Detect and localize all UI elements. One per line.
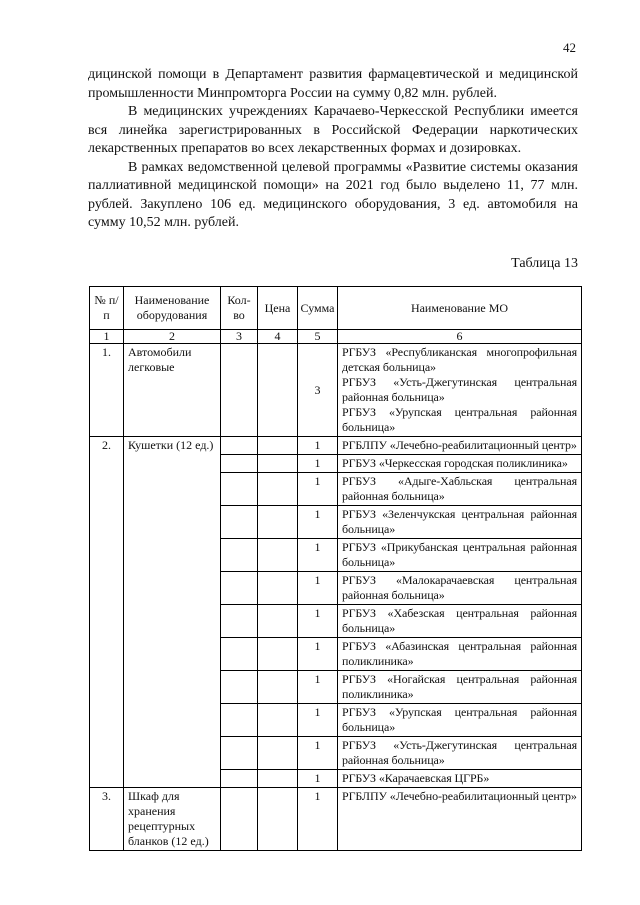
qty-cell	[221, 605, 258, 638]
price-cell	[258, 770, 298, 788]
price-cell	[258, 437, 298, 455]
table-header-row	[90, 287, 582, 330]
sum-cell: 1	[298, 671, 338, 704]
mo-name: РГБУЗ «Прикубанская центральная районная больница»	[338, 539, 582, 572]
sum-cell: 1	[298, 704, 338, 737]
price-cell	[258, 344, 298, 437]
price-cell	[258, 473, 298, 506]
paragraph-2: В медицинских учреждениях Карачаево-Черкесской Республики имеется вся линейка зарегистрированных в Российской Федерации наркотических лекарственных препаратов во всех лекарственных формах и дозировках.	[88, 104, 578, 156]
mo-name: РГБУЗ «Усть-Джегутинская центральная районная больница»	[342, 375, 577, 404]
sum-cell: 1	[298, 638, 338, 671]
mo-name: РГБУЗ «Карачаевская ЦГРБ»	[338, 770, 582, 788]
sum-cell: 1	[298, 437, 338, 455]
mo-name: РГБУЗ «Малокарачаевская центральная районная больница»	[338, 572, 582, 605]
table-row	[90, 788, 582, 851]
sum-cell: 1	[298, 770, 338, 788]
price-cell	[258, 737, 298, 770]
header-mo: Наименование МО	[338, 287, 582, 330]
mo-name: РГБУЗ «Урупская центральная районная больница»	[338, 704, 582, 737]
mo-name: РГБУЗ «Республиканская многопрофильная детская больница»	[342, 345, 577, 374]
qty-cell	[221, 638, 258, 671]
price-cell	[258, 539, 298, 572]
equipment-table	[89, 286, 582, 851]
paragraph-1: дицинской помощи в Департамент развития фармацевтической и медицинской промышленности Минпромторга России на сумму 0,82 млн. рублей.	[88, 67, 578, 101]
sum-cell: 1	[298, 539, 338, 572]
header-sum: Сумма	[298, 287, 338, 330]
price-cell	[258, 455, 298, 473]
equipment-name: Шкаф для хранения рецептурных бланков (12 ед.)	[124, 788, 221, 851]
mo-name: РГБУЗ «Хабезская центральная районная больница»	[338, 605, 582, 638]
header-price: Цена	[258, 287, 298, 330]
price-cell	[258, 788, 298, 851]
mo-name: РГБУЗ «Абазинская центральная районная поликлиника»	[338, 638, 582, 671]
column-number: 5	[298, 330, 338, 344]
column-number: 1	[90, 330, 124, 344]
price-cell	[258, 671, 298, 704]
qty-cell	[221, 437, 258, 455]
column-number: 2	[124, 330, 221, 344]
header-name: Наименование оборудования	[124, 287, 221, 330]
sum-cell: 1	[298, 605, 338, 638]
price-cell	[258, 638, 298, 671]
mo-name: РГБУЗ «Ногайская центральная районная поликлиника»	[338, 671, 582, 704]
mo-name: РГБУЗ «Зеленчукская центральная районная больница»	[338, 506, 582, 539]
qty-cell	[221, 737, 258, 770]
equipment-name: Автомобили легковые	[124, 344, 221, 437]
sum-cell: 1	[298, 506, 338, 539]
column-number: 6	[338, 330, 582, 344]
mo-name: РГБУЗ «Усть-Джегутинская центральная районная больница»	[338, 737, 582, 770]
row-number: 1.	[90, 344, 124, 437]
qty-cell	[221, 539, 258, 572]
equipment-name: Кушетки (12 ед.)	[124, 437, 221, 788]
qty-cell	[221, 770, 258, 788]
row-number: 2.	[90, 437, 124, 788]
sum-cell: 1	[298, 737, 338, 770]
body-text	[88, 66, 578, 233]
paragraph-3: В рамках ведомственной целевой программы «Развитие системы оказания паллиативной медицинской помощи» на 2021 год было выделено 11, 77 млн. рублей. Закуплено 106 ед. медицинского оборудования, 3 ед. автомобиля на сумму 10,52 млн. рублей.	[88, 159, 578, 230]
column-number: 4	[258, 330, 298, 344]
qty-cell	[221, 506, 258, 539]
qty-cell	[221, 788, 258, 851]
price-cell	[258, 605, 298, 638]
table-caption: Таблица 13	[511, 256, 578, 271]
mo-name: РГБЛПУ «Лечебно-реабилитационный центр»	[338, 788, 582, 851]
sum-cell: 1	[298, 473, 338, 506]
mo-name: РГБУЗ «Черкесская городская поликлиника»	[338, 455, 582, 473]
header-qty: Кол-во	[221, 287, 258, 330]
price-cell	[258, 572, 298, 605]
table-row	[90, 344, 582, 437]
mo-cell	[338, 344, 582, 437]
qty-cell	[221, 473, 258, 506]
table-row	[90, 437, 582, 455]
price-cell	[258, 704, 298, 737]
row-number: 3.	[90, 788, 124, 851]
qty-cell	[221, 344, 258, 437]
mo-name: РГБЛПУ «Лечебно-реабилитационный центр»	[338, 437, 582, 455]
qty-cell	[221, 572, 258, 605]
sum-cell: 1	[298, 572, 338, 605]
sum-cell: 1	[298, 788, 338, 851]
qty-cell	[221, 671, 258, 704]
price-cell	[258, 506, 298, 539]
page-number: 42	[563, 40, 576, 55]
sum-cell: 3	[298, 344, 338, 437]
header-no: № п/п	[90, 287, 124, 330]
qty-cell	[221, 704, 258, 737]
sum-cell: 1	[298, 455, 338, 473]
column-number: 3	[221, 330, 258, 344]
mo-name: РГБУЗ «Урупская центральная районная больница»	[342, 405, 577, 434]
mo-name: РГБУЗ «Адыге-Хабльская центральная районная больница»	[338, 473, 582, 506]
qty-cell	[221, 455, 258, 473]
column-number-row	[90, 330, 582, 344]
